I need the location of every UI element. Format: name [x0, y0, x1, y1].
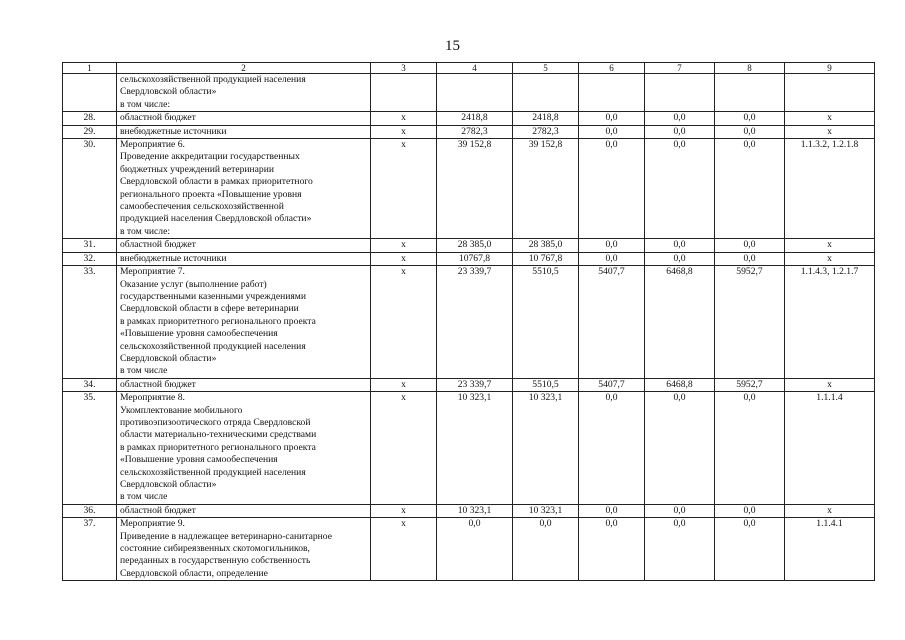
- value-cell-col-5: 10 323,1: [513, 504, 579, 517]
- description-line: в том числе:: [120, 225, 171, 237]
- value-cell-col-7: 0,0: [645, 392, 715, 505]
- description-cell: [117, 518, 371, 581]
- header-cell-1: 1: [63, 63, 117, 74]
- value-cell-col-4: 2418,8: [437, 112, 513, 125]
- value-cell-col-3: x: [371, 518, 437, 581]
- value-cell-col-4: 10 323,1: [437, 392, 513, 505]
- description-line: Свердловской области»: [120, 479, 217, 490]
- value-cell-col-6: [579, 74, 645, 112]
- description-line: продукцией населения Свердловской области»: [120, 213, 312, 225]
- value-cell-col-9: x: [785, 112, 875, 125]
- description-line: Мероприятие 6.: [120, 139, 185, 151]
- value-cell-col-6: 0,0: [579, 239, 645, 252]
- value-cell-col-6: 0,0: [579, 504, 645, 517]
- description-cell: [117, 378, 371, 391]
- value-cell-col-3: x: [371, 504, 437, 517]
- value-cell-col-7: [645, 74, 715, 112]
- value-cell-col-8: 0,0: [715, 112, 785, 125]
- description-cell: [117, 139, 371, 239]
- value-cell-col-9: x: [785, 504, 875, 517]
- value-cell-col-6: 0,0: [579, 112, 645, 125]
- table-row: [63, 139, 875, 239]
- value-cell-col-8: 0,0: [715, 239, 785, 252]
- value-cell-col-6: 0,0: [579, 125, 645, 138]
- value-cell-col-9: x: [785, 125, 875, 138]
- value-cell-col-6: 0,0: [579, 252, 645, 265]
- value-cell-col-3: x: [371, 252, 437, 265]
- value-cell-col-9: 1.1.3.2, 1.2.1.8: [785, 139, 875, 239]
- value-cell-col-5: 28 385,0: [513, 239, 579, 252]
- value-cell-col-9: 1.1.1.4: [785, 392, 875, 505]
- value-cell-col-9: x: [785, 239, 875, 252]
- value-cell-col-4: 39 152,8: [437, 139, 513, 239]
- description-line: в рамках приоритетного регионального проекта: [120, 315, 316, 327]
- table-row: [63, 266, 875, 379]
- description-cell: [117, 266, 371, 379]
- description-line: области материально-техническими средствами: [120, 429, 317, 441]
- header-cell-8: 8: [715, 63, 785, 74]
- description-line: в том числе: [120, 491, 168, 503]
- header-cell-2: 2: [117, 63, 371, 74]
- table-row: [63, 74, 875, 112]
- table-row: [63, 125, 875, 138]
- description-line: Свердловской области, определение: [120, 567, 268, 579]
- value-cell-col-6: 5407,7: [579, 378, 645, 391]
- description-line: состояние сибиреязвенных скотомогильников,: [120, 543, 310, 555]
- value-cell-col-9: x: [785, 252, 875, 265]
- row-number-cell: 34.: [63, 378, 117, 391]
- value-cell-col-7: 6468,8: [645, 266, 715, 379]
- description-line: сельскохозяйственной продукцией населения: [120, 340, 306, 352]
- description-line: Укомплектование мобильного: [120, 404, 243, 416]
- description-cell: [117, 504, 371, 517]
- value-cell-col-4: 23 339,7: [437, 378, 513, 391]
- value-cell-col-5: 2418,8: [513, 112, 579, 125]
- value-cell-col-5: 39 152,8: [513, 139, 579, 239]
- table-row: [63, 504, 875, 517]
- value-cell-col-8: 0,0: [715, 125, 785, 138]
- value-cell-col-7: 0,0: [645, 504, 715, 517]
- value-cell-col-8: 5952,7: [715, 266, 785, 379]
- row-number-cell: [63, 74, 117, 112]
- value-cell-col-4: 23 339,7: [437, 266, 513, 379]
- value-cell-col-6: 0,0: [579, 139, 645, 239]
- value-cell-col-3: x: [371, 266, 437, 379]
- value-cell-col-9: 1.1.4.1: [785, 518, 875, 581]
- value-cell-col-3: x: [371, 125, 437, 138]
- value-cell-col-7: 0,0: [645, 518, 715, 581]
- value-cell-col-8: 0,0: [715, 392, 785, 505]
- row-number-cell: 36.: [63, 504, 117, 517]
- value-cell-col-8: 0,0: [715, 252, 785, 265]
- description-line: противоэпизоотического отряда Свердловской: [120, 416, 311, 428]
- description-cell: [117, 74, 371, 112]
- header-cell-4: 4: [437, 63, 513, 74]
- value-cell-col-7: 6468,8: [645, 378, 715, 391]
- description-line: в рамках приоритетного регионального проекта: [120, 441, 316, 453]
- row-number-cell: 35.: [63, 392, 117, 505]
- row-number-cell: 28.: [63, 112, 117, 125]
- description-line: в том числе: [120, 365, 168, 377]
- description-line: областной бюджет: [120, 504, 196, 516]
- description-line: Приведение в надлежащее ветеринарно-санитарное: [120, 530, 332, 542]
- value-cell-col-6: 0,0: [579, 392, 645, 505]
- description-cell: [117, 112, 371, 125]
- value-cell-col-7: 0,0: [645, 125, 715, 138]
- value-cell-col-5: 10 323,1: [513, 392, 579, 505]
- value-cell-col-7: 0,0: [645, 139, 715, 239]
- value-cell-col-5: [513, 74, 579, 112]
- value-cell-col-6: 5407,7: [579, 266, 645, 379]
- value-cell-col-3: x: [371, 112, 437, 125]
- value-cell-col-4: 10767,8: [437, 252, 513, 265]
- value-cell-col-6: 0,0: [579, 518, 645, 581]
- value-cell-col-3: x: [371, 378, 437, 391]
- value-cell-col-4: 2782,3: [437, 125, 513, 138]
- description-line: самообеспечения сельскохозяйственной: [120, 201, 284, 213]
- description-line: «Повышение уровня самообеспечения: [120, 454, 278, 466]
- description-line: Свердловской области в рамках приоритетного: [120, 176, 313, 188]
- description-line: «Повышение уровня самообеспечения: [120, 328, 278, 340]
- value-cell-col-4: [437, 74, 513, 112]
- description-line: государственными казенными учреждениями: [120, 290, 306, 302]
- description-line: областной бюджет: [120, 239, 196, 251]
- description-cell: [117, 125, 371, 138]
- description-line: Свердловской области»: [120, 352, 217, 364]
- header-cell-6: 6: [579, 63, 645, 74]
- description-line: Мероприятие 7.: [120, 266, 185, 278]
- description-line: Свердловской области»: [120, 86, 217, 98]
- value-cell-col-5: 5510,5: [513, 378, 579, 391]
- row-number-cell: 33.: [63, 266, 117, 379]
- value-cell-col-9: 1.1.4.3, 1.2.1.7: [785, 266, 875, 379]
- value-cell-col-7: 0,0: [645, 239, 715, 252]
- value-cell-col-8: 5952,7: [715, 378, 785, 391]
- value-cell-col-3: [371, 74, 437, 112]
- row-number-cell: 32.: [63, 252, 117, 265]
- description-line: областной бюджет: [120, 378, 196, 390]
- description-line: Мероприятие 9.: [120, 518, 185, 530]
- description-line: Мероприятие 8.: [120, 392, 185, 404]
- value-cell-col-8: 0,0: [715, 518, 785, 581]
- header-cell-5: 5: [513, 63, 579, 74]
- description-line: Оказание услуг (выполнение работ): [120, 278, 267, 290]
- page-number: 15: [445, 38, 460, 54]
- header-cell-3: 3: [371, 63, 437, 74]
- table-header-row: [63, 63, 875, 74]
- description-cell: [117, 392, 371, 505]
- description-line: внебюджетные источники: [120, 252, 227, 264]
- description-line: внебюджетные источники: [120, 125, 227, 137]
- table-row: [63, 392, 875, 505]
- value-cell-col-4: 10 323,1: [437, 504, 513, 517]
- row-number-cell: 29.: [63, 125, 117, 138]
- description-cell: [117, 252, 371, 265]
- row-number-cell: 31.: [63, 239, 117, 252]
- table-row: [63, 112, 875, 125]
- description-line: Свердловской области в сфере ветеринарии: [120, 303, 299, 315]
- description-line: областной бюджет: [120, 112, 196, 124]
- table-row: [63, 518, 875, 581]
- row-number-cell: 30.: [63, 139, 117, 239]
- value-cell-col-7: 0,0: [645, 112, 715, 125]
- description-line: сельскохозяйственной продукцией населения: [120, 466, 306, 478]
- description-line: в том числе:: [120, 98, 171, 110]
- value-cell-col-3: x: [371, 139, 437, 239]
- table-row: [63, 378, 875, 391]
- description-line: переданных в государственную собственность: [120, 555, 311, 567]
- value-cell-col-5: 10 767,8: [513, 252, 579, 265]
- description-line: сельскохозяйственной продукцией населения: [120, 74, 306, 85]
- value-cell-col-4: 0,0: [437, 518, 513, 581]
- header-cell-9: 9: [785, 63, 875, 74]
- value-cell-col-5: 5510,5: [513, 266, 579, 379]
- value-cell-col-3: x: [371, 392, 437, 505]
- value-cell-col-9: x: [785, 378, 875, 391]
- value-cell-col-4: 28 385,0: [437, 239, 513, 252]
- header-cell-7: 7: [645, 63, 715, 74]
- table-row: [63, 252, 875, 265]
- description-line: бюджетных учреждений ветеринарии: [120, 163, 274, 175]
- row-number-cell: 37.: [63, 518, 117, 581]
- value-cell-col-8: [715, 74, 785, 112]
- description-line: Проведение аккредитации государственных: [120, 151, 300, 163]
- value-cell-col-5: 0,0: [513, 518, 579, 581]
- description-cell: [117, 239, 371, 252]
- value-cell-col-8: 0,0: [715, 139, 785, 239]
- value-cell-col-7: 0,0: [645, 252, 715, 265]
- value-cell-col-3: x: [371, 239, 437, 252]
- value-cell-col-9: [785, 74, 875, 112]
- value-cell-col-8: 0,0: [715, 504, 785, 517]
- description-line: регионального проекта «Повышение уровня: [120, 188, 302, 200]
- table-row: [63, 239, 875, 252]
- value-cell-col-5: 2782,3: [513, 125, 579, 138]
- budget-table: [62, 62, 875, 581]
